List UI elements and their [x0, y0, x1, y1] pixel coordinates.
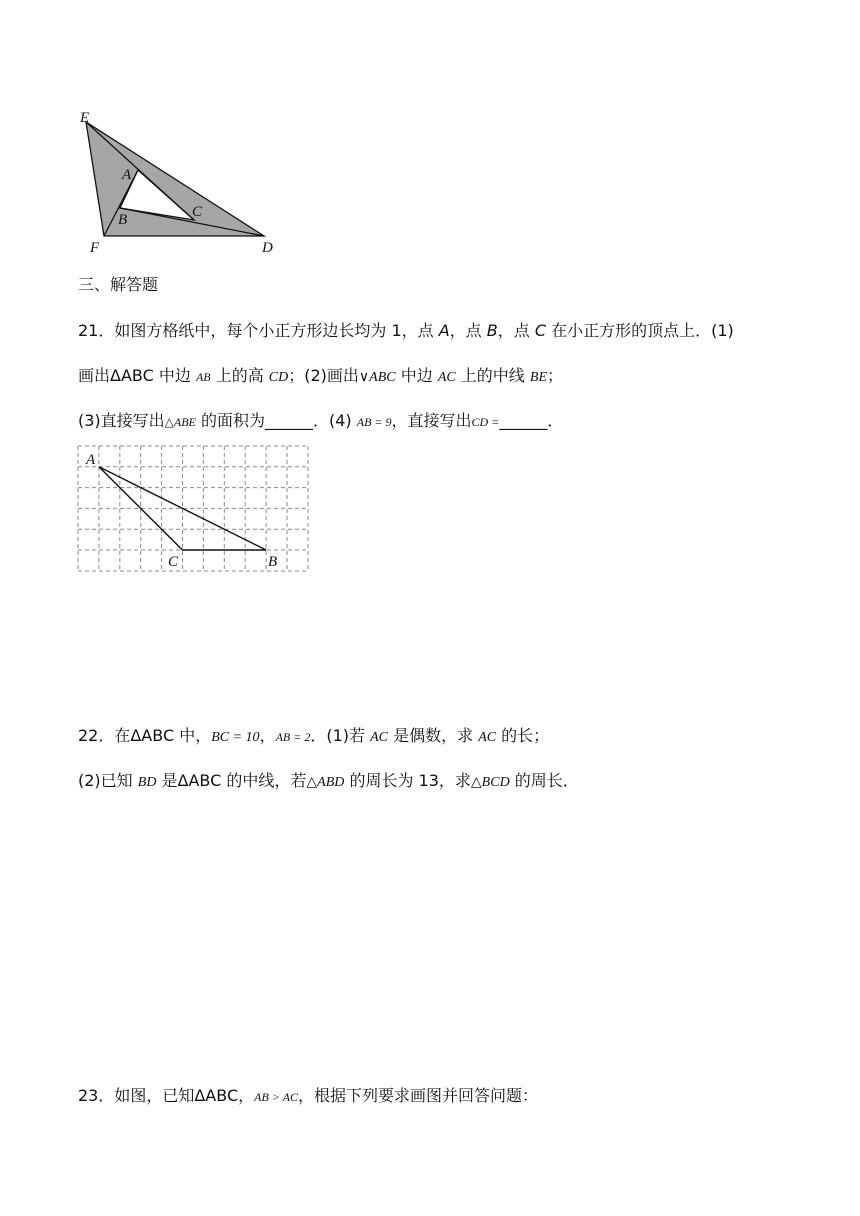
q21-line1: 21．如图方格纸中，每个小正方形边长均为 1，点 A，点 B，点 C 在小正方形的顶点上．(1): [78, 321, 734, 340]
q21-line2: 画出ΔABC 中边 AB 上的高 CD；(2)画出∨ABC 中边 AC 上的中线 BE；: [78, 366, 564, 385]
label-c: C: [168, 554, 179, 570]
q23-line1: 23．如图，已知ΔABC，AB > AC，根据下列要求画图并回答问题：: [78, 1086, 539, 1105]
label-e: E: [80, 110, 90, 126]
label-b: B: [268, 554, 278, 570]
answer-blank-cd[interactable]: ______: [499, 411, 548, 430]
label-d: D: [262, 240, 273, 256]
section-heading: 三、解答题: [78, 275, 159, 294]
q22-line1: 22．在ΔABC 中，BC = 10，AB = 2．(1)若 AC 是偶数，求 AC 的长；: [78, 726, 550, 745]
figure-triangles: [76, 108, 286, 258]
figure-grid: [76, 444, 312, 576]
answer-blank-area[interactable]: ______: [264, 411, 313, 430]
label-b: B: [118, 212, 128, 228]
q21-line3: (3)直接写出△ABE 的面积为______．(4) AB = 9，直接写出CD =______．: [78, 411, 564, 430]
label-a: A: [122, 167, 132, 183]
label-f: F: [90, 240, 100, 256]
q22-line2: (2)已知 BD 是ΔABC 的中线，若△ABD 的周长为 13，求△BCD 的周长．: [78, 771, 579, 790]
label-a: A: [86, 452, 96, 468]
grid-lines: [78, 446, 308, 571]
label-c: C: [192, 204, 203, 220]
